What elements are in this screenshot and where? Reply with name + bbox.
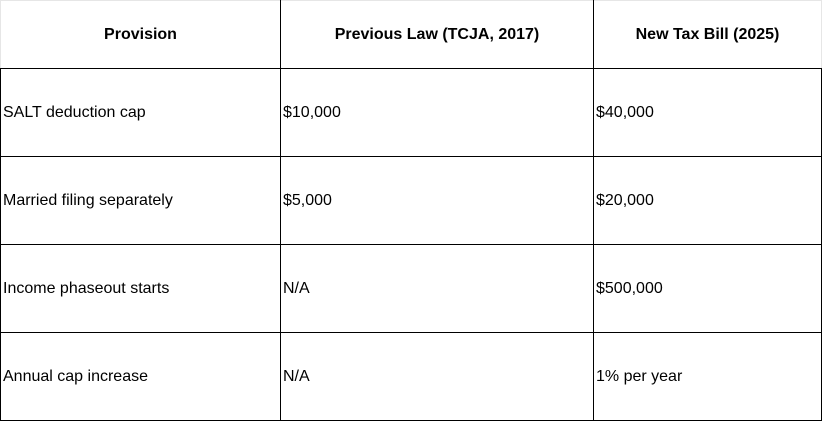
table-row [1, 157, 822, 245]
table-body [1, 69, 822, 421]
header-new-tax-bill: New Tax Bill (2025) [594, 1, 822, 69]
table-row [1, 69, 822, 157]
previous-law-cell: N/A [281, 333, 594, 421]
table-header [1, 1, 822, 69]
table-row [1, 245, 822, 333]
previous-law-cell: $5,000 [281, 157, 594, 245]
header-provision: Provision [1, 1, 281, 69]
previous-law-cell: $10,000 [281, 69, 594, 157]
provision-cell: Annual cap increase [1, 333, 281, 421]
new-tax-bill-cell: $40,000 [594, 69, 822, 157]
provision-cell: Income phaseout starts [1, 245, 281, 333]
provision-cell: SALT deduction cap [1, 69, 281, 157]
previous-law-cell: N/A [281, 245, 594, 333]
new-tax-bill-cell: $20,000 [594, 157, 822, 245]
new-tax-bill-cell: $500,000 [594, 245, 822, 333]
header-row [1, 1, 822, 69]
provision-cell: Married filing separately [1, 157, 281, 245]
new-tax-bill-cell: 1% per year [594, 333, 822, 421]
table-row [1, 333, 822, 421]
header-previous-law: Previous Law (TCJA, 2017) [281, 1, 594, 69]
